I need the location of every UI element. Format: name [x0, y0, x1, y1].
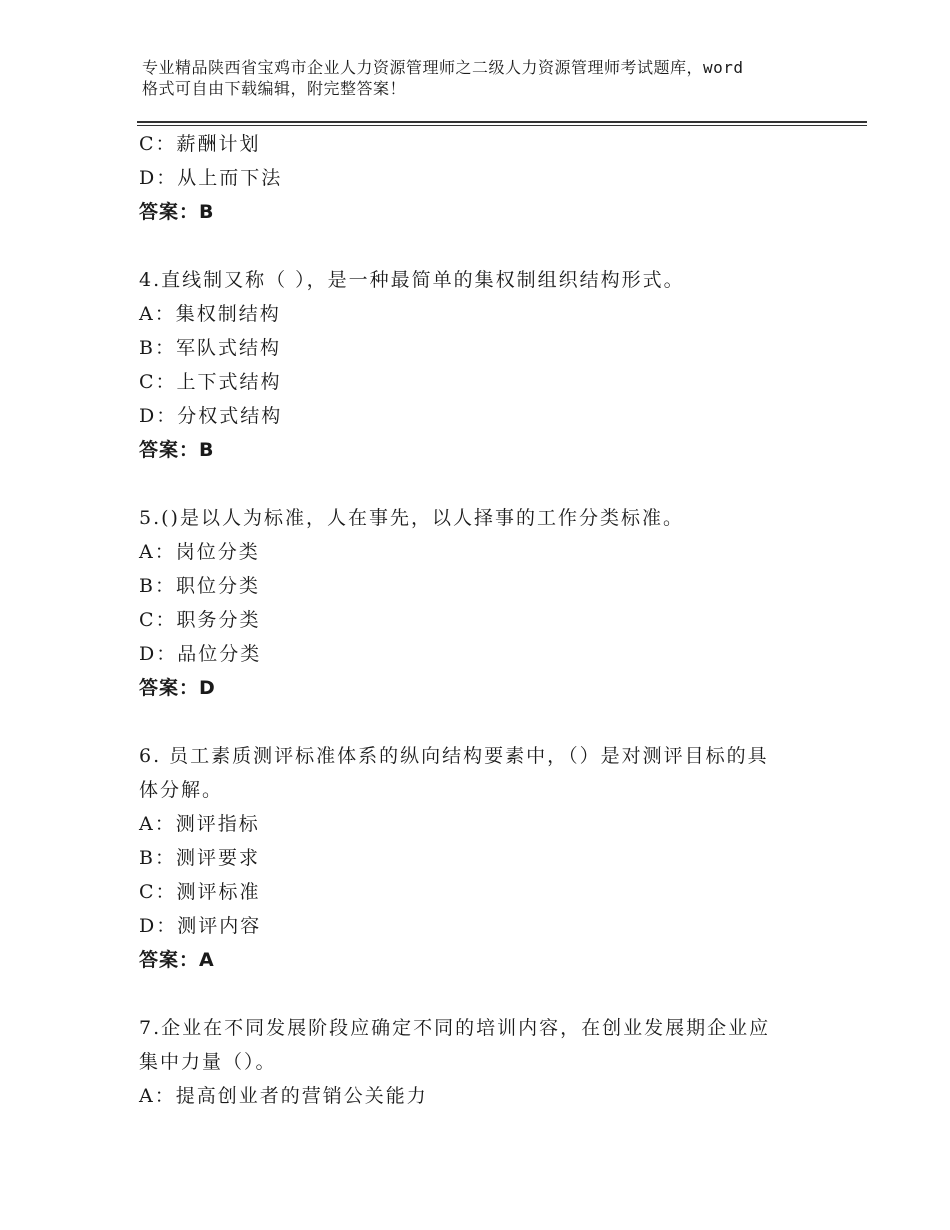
header-rule-thin: [137, 125, 867, 126]
question-5: [139, 501, 819, 705]
option-c: C：上下式结构: [139, 371, 282, 393]
question-stem-continued: 集中力量（）。: [139, 1051, 277, 1073]
answer-line: 答案：A: [139, 949, 215, 971]
header-line-1: 专业精品陕西省宝鸡市企业人力资源管理师之二级人力资源管理师考试题库，word: [142, 58, 744, 77]
answer-line: 答案：B: [139, 201, 215, 223]
option-c: C：职务分类: [139, 609, 261, 631]
option-b: B：测评要求: [139, 847, 260, 869]
question-7: [139, 1011, 819, 1113]
option-c: C：薪酬计划: [139, 133, 261, 155]
spacer: [139, 705, 819, 739]
answer-line: 答案：D: [139, 677, 216, 699]
spacer: [139, 229, 819, 263]
question-stem-continued: 体分解。: [139, 779, 224, 801]
option-a: A：提高创业者的营销公关能力: [139, 1085, 428, 1107]
option-d: D：分权式结构: [139, 405, 283, 427]
option-a: A：集权制结构: [139, 303, 281, 325]
header-line-2: 格式可自由下载编辑，附完整答案！: [142, 79, 407, 98]
option-d: D：测评内容: [139, 915, 262, 937]
question-prev: [139, 127, 819, 229]
option-c: C：测评标准: [139, 881, 261, 903]
option-a: A：测评指标: [139, 813, 260, 835]
option-d: D：从上而下法: [139, 167, 283, 189]
option-b: B：职位分类: [139, 575, 260, 597]
spacer: [139, 467, 819, 501]
question-list: [139, 127, 819, 1113]
question-stem: 7.企业在不同发展阶段应确定不同的培训内容，在创业发展期企业应: [139, 1017, 771, 1039]
question-4: [139, 263, 819, 467]
question-stem: 6. 员工素质测评标准体系的纵向结构要素中，（）是对测评目标的具: [139, 745, 769, 767]
option-d: D：品位分类: [139, 643, 262, 665]
answer-line: 答案：B: [139, 439, 215, 461]
option-a: A：岗位分类: [139, 541, 260, 563]
document-header: [142, 57, 832, 99]
option-b: B：军队式结构: [139, 337, 281, 359]
spacer: [139, 977, 819, 1011]
question-stem: 5.()是以人为标准，人在事先，以人择事的工作分类标准。: [139, 507, 684, 529]
question-stem: 4.直线制又称（ ），是一种最简单的集权制组织结构形式。: [139, 269, 685, 291]
question-6: [139, 739, 819, 977]
header-rule-thick: [137, 121, 867, 123]
